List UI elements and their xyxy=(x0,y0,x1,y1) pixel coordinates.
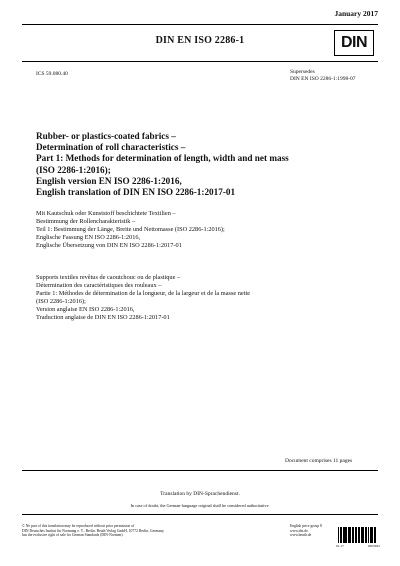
title-line: English version EN ISO 2286-1:2016, xyxy=(36,175,182,186)
price-block xyxy=(290,524,322,538)
title-line: Englische Fassung EN ISO 2286-1:2016, xyxy=(36,234,141,242)
din-logo xyxy=(334,30,374,56)
header-rule xyxy=(22,61,378,62)
title-line: Part 1: Methods for determination of length, width and net mass xyxy=(36,153,289,164)
beuth-website-link[interactable]: www.beuth.de xyxy=(290,533,312,538)
title-line: Supports textiles revêtus de caoutchouc ou de plastique – xyxy=(36,274,181,281)
title-line: Partie 1: Méthodes de détermination de la longueur, de la largeur et de la masse nette xyxy=(36,290,251,298)
title-line: Teil 1: Bestimmung der Länge, Breite und Nettomasse (ISO 2286-1:2016); xyxy=(36,226,225,234)
page-count: Document comprises 11 pages xyxy=(285,458,353,464)
copyright-line: has the exclusive right of sale for German Standards (DIN-Normen). xyxy=(22,533,124,538)
french-title xyxy=(36,274,376,323)
title-line: Mit Kautschuk oder Kunststoff beschichtete Textilien – xyxy=(36,210,176,217)
title-line: English translation of DIN EN ISO 2286-1:2017-01 xyxy=(36,187,236,198)
barcode-left-number: 01.17 xyxy=(336,544,344,548)
standard-title: DIN EN ISO 2286-1 xyxy=(155,35,245,46)
supersedes-value: DIN EN ISO 2286-1:1998-07 xyxy=(290,76,356,82)
title-line: Rubber- or plastics-coated fabrics – xyxy=(36,131,176,141)
barcode-numbers xyxy=(336,544,380,548)
title-line: (ISO 2286-1:2016); xyxy=(36,298,86,306)
authority-note: In case of doubt, the German-language original shall be considered authoritative. xyxy=(130,503,270,508)
supersedes-block xyxy=(290,69,356,83)
top-rule xyxy=(22,24,378,25)
title-line: Englische Übersetzung von DIN EN ISO 2286-1:2017-01 xyxy=(36,242,182,250)
translation-note: Translation by DIN-Sprachendienst. xyxy=(160,491,240,497)
issue-date: January 2017 xyxy=(334,9,378,18)
copyright-line: DIN Deutsches Institut für Normung e. V., Berlin. Beuth Verlag GmbH, 10772 Berlin, Germany, xyxy=(22,528,165,533)
barcode-right-number: 2603922 xyxy=(367,544,380,548)
german-title xyxy=(36,210,376,250)
supersedes-label: Supersedes xyxy=(290,69,315,75)
price-group: English price group 8 xyxy=(290,524,322,528)
title-line: Bestimmung der Rollencharakteristik – xyxy=(36,218,136,226)
title-line: (ISO 2286-1:2016); xyxy=(36,164,111,175)
ics-code: ICS 59.080.40 xyxy=(36,71,68,77)
din-logo-text: DIN xyxy=(340,34,368,51)
title-line: Détermination des caractéristiques des rouleaux – xyxy=(36,282,162,290)
footer-rule-bottom xyxy=(22,514,378,515)
barcode xyxy=(338,527,378,543)
din-website-link[interactable]: www.din.de xyxy=(290,528,308,533)
title-line: Determination of roll characteristics – xyxy=(36,142,186,153)
copyright-line: © No part of this translation may be reproduced without prior permission of xyxy=(22,524,135,528)
title-line: Traduction anglaise de DIN EN ISO 2286-1:2017-01 xyxy=(36,314,170,322)
title-line: Version anglaise EN ISO 2286-1:2016, xyxy=(36,306,135,314)
copyright-note xyxy=(22,524,222,538)
footer-rule-top xyxy=(22,470,378,471)
english-title xyxy=(36,131,366,198)
